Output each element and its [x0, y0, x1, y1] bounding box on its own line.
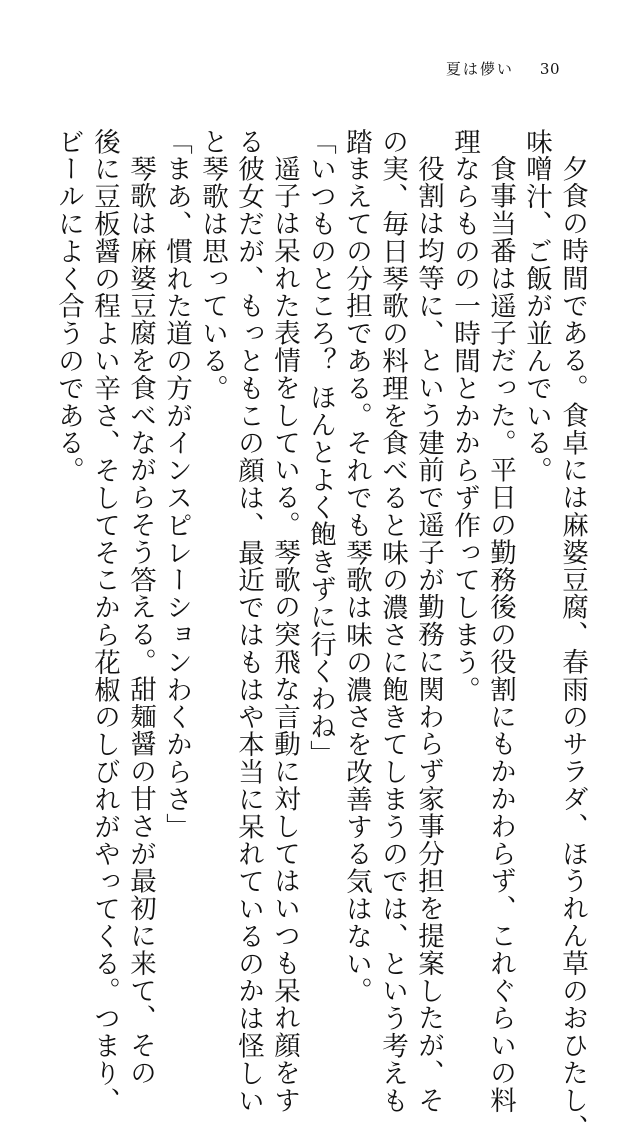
text-line: 役割は均等に、という建前で遥子が勤務に関わらず家事分担を提案したが、そ	[413, 154, 444, 1114]
body-text	[53, 128, 590, 1141]
text-line: 後に豆板醤の程よい辛さ、そしてそこから花椒のしびれがやってくる。つまり、	[89, 128, 120, 1115]
text-line: 夕食の時間である。食卓には麻婆豆腐、春雨のサラダ、ほうれん草のおひたし、	[557, 154, 588, 1141]
page-number: 30	[539, 60, 560, 78]
dialogue-line: 「いつものところ？ ほんとよく飽きずに行くわね」	[305, 128, 336, 768]
text-line: 踏まえての分担である。それでも琴歌は味の濃さを改善する気はない。	[341, 128, 372, 1005]
text-line: 遥子は呆れた表情をしている。琴歌の突飛な言動に対してはいつも呆れ顔をす	[269, 154, 300, 1114]
text-line: の実、毎日琴歌の料理を食べると味の濃さに飽きてしまうのでは、という考えも	[377, 128, 408, 1115]
chapter-title: 夏は儚い	[445, 60, 514, 78]
text-line: 琴歌は麻婆豆腐を食べながらそう答える。甜麺醤の甘さが最初に来て、その	[125, 154, 156, 1087]
dialogue-line: 「まあ、慣れた道の方がインスピレーションわくからさ」	[161, 128, 192, 841]
text-line: と琴歌は思っている。	[197, 128, 228, 402]
running-header	[446, 58, 560, 79]
text-line: ビールによく合うのである。	[53, 128, 84, 485]
text-line: る彼女だが、もっともこの顔は、最近ではもはや本当に呆れているのかは怪しい	[233, 128, 264, 1115]
text-line: 食事当番は遥子だった。平日の勤務後の役割にもかかわらず、これぐらいの料	[485, 154, 516, 1114]
text-line: 理ならものの一時間とかからず作ってしまう。	[449, 128, 480, 704]
text-line: 味噌汁、ご飯が並んでいる。	[521, 128, 552, 485]
